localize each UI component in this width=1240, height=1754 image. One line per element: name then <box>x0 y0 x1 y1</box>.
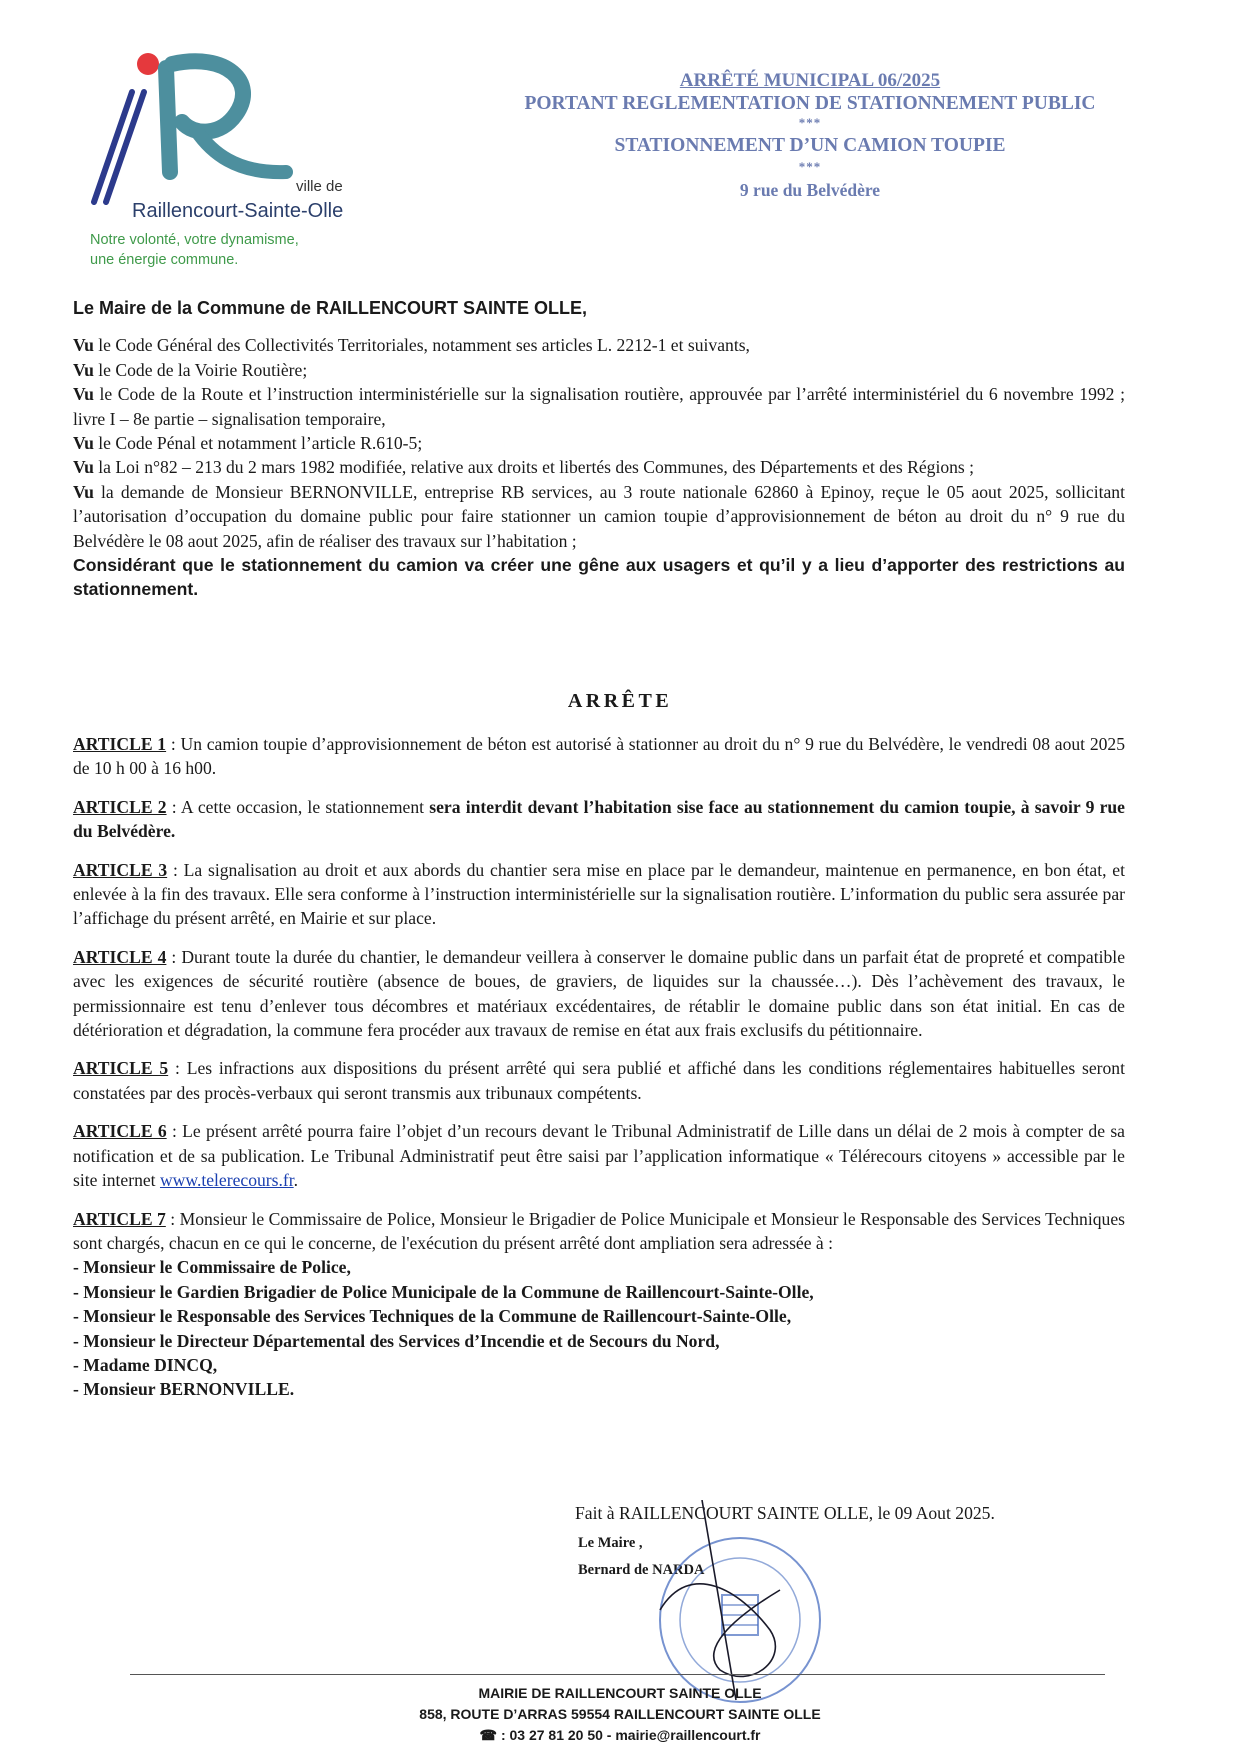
vu-clause: Vu le Code Pénal et notamment l’article R.610-5; <box>73 433 423 454</box>
footer-divider <box>130 1674 1105 1675</box>
decree-number: ARRÊTÉ MUNICIPAL 06/2025 <box>679 70 941 91</box>
decree-address: 9 rue du Belvédère <box>739 180 881 200</box>
signature-place-date: Fait à RAILLENCOURT SAINTE OLLE, le 09 Aout 2025. <box>575 1503 995 1523</box>
footer-phone-email: ☎ : 03 27 81 20 50 - mairie@raillencourt.fr <box>0 1725 1240 1746</box>
article-label: ARTICLE 6 <box>73 1121 167 1142</box>
article-label: ARTICLE 3 <box>73 859 168 880</box>
vu-clause: Vu le Code Général des Collectivités Territoriales, notamment ses articles L. 2212-1 et suivants, <box>73 335 750 356</box>
footer-contact <box>0 1683 1240 1746</box>
recipient-item: - Madame DINCQ, <box>73 1354 218 1375</box>
article-6: ARTICLE 6 : Le présent arrêté pourra faire l’objet d’un recours devant le Tribunal Administratif de Lille dans un délai de 2 mois à compter de sa notification et de sa publication. Le Tribunal Administratif peut être saisi par l’application informatique « Télérecours citoyens » accessible par le site internet www.telerecours.fr. <box>73 1121 1125 1191</box>
mayor-heading: Le Maire de la Commune de RAILLENCOURT SAINTE OLLE, <box>73 298 588 318</box>
vu-clause: Vu le Code de la Voirie Routière; <box>73 359 308 380</box>
header-separator: *** <box>798 159 822 174</box>
telerecours-link[interactable]: www.telerecours.fr <box>159 1170 294 1191</box>
recipient-item: - Monsieur le Responsable des Services Techniques de la Commune de Raillencourt-Sainte-Olle, <box>73 1306 792 1327</box>
article-7: ARTICLE 7 : Monsieur le Commissaire de Police, Monsieur le Brigadier de Police Municipale et Monsieur le Responsable des Services Techniques sont chargés, chacun en ce qui le concerne, de l'exécution du présent arrêté dont ampliation sera adressée à : <box>73 1208 1125 1253</box>
recipient-item: - Monsieur le Directeur Départemental des Services d’Incendie et de Secours du Nord, <box>73 1330 720 1351</box>
article-label: ARTICLE 2 <box>73 796 167 817</box>
signatory-name: Bernard de NARDA <box>578 1562 705 1578</box>
logo-town-name: Raillencourt-Sainte-Olle <box>132 200 344 222</box>
logo-ville-label: ville de <box>296 178 343 195</box>
arrete-title: ARRÊTE <box>567 690 673 712</box>
recipient-item: - Monsieur le Gardien Brigadier de Police Municipale de la Commune de Raillencourt-Sainte-Olle, <box>73 1281 814 1302</box>
footer-mairie: MAIRIE DE RAILLENCOURT SAINTE OLLE <box>478 1685 762 1701</box>
article-4: ARTICLE 4 : Durant toute la durée du chantier, le demandeur veillera à conserver le domaine public dans un parfait état de propreté et compatible avec les exigences de sécurité routière (absence de boues, de graviers, de liquides sur la chaussée…). Dès l’achèvement des travaux, le permissionnaire est tenu d’enlever tous décombres et matériaux excédentaires, de rétablir le domaine public dans son état initial. En cas de détérioration et dégradation, la commune fera procéder aux travaux de remise en état aux frais exclusifs du pétitionnaire. <box>73 946 1126 1041</box>
article-5: ARTICLE 5 : Les infractions aux dispositions du présent arrêté qui sera publié et affiché dans les conditions réglementaires habituelles seront constatées par des procès-verbaux qui seront transmis aux tribunaux compétents. <box>73 1058 1125 1103</box>
tagline-line-2: une énergie commune. <box>90 252 239 268</box>
tagline-line-1: Notre volonté, votre dynamisme, <box>90 232 299 248</box>
header-separator: *** <box>798 115 822 130</box>
decree-header <box>490 70 1130 204</box>
considerant-clause: Considérant que le stationnement du camion va créer une gêne aux usagers et qu’il y a lieu d’apporter des restrictions au stationnement. <box>73 555 1125 600</box>
vu-clause: Vu le Code de la Route et l’instruction interministérielle sur la signalisation routière, approuvée par l’arrêté interministériel du 6 novembre 1992 ; livre I – 8e partie – signalisation temporaire, <box>73 384 1125 429</box>
vu-clause: Vu la Loi n°82 – 213 du 2 mars 1982 modifiée, relative aux droits et libertés des Communes, des Départements et des Régions ; <box>73 457 975 478</box>
decree-topic: STATIONNEMENT D’UN CAMION TOUPIE <box>614 135 1006 156</box>
signatory-role: Le Maire , <box>578 1535 643 1551</box>
article-label: ARTICLE 5 <box>73 1058 169 1079</box>
decree-subject: PORTANT REGLEMENTATION DE STATIONNEMENT PUBLIC <box>524 93 1096 114</box>
vu-clause: Vu la demande de Monsieur BERNONVILLE, entreprise RB services, au 3 route nationale 62860 à Epinoy, reçue le 05 aout 2025, sollicitant l’autorisation d’occupation du domaine public pour faire stationner un camion toupie d’approvisionnement de béton au droit du n° 9 rue du Belvédère le 08 aout 2025, afin de réaliser des travaux sur l’habitation ; <box>73 481 1125 551</box>
recipient-item: - Monsieur le Commissaire de Police, <box>73 1257 351 1278</box>
article-label: ARTICLE 4 <box>73 946 167 967</box>
decree-preamble <box>73 296 1125 602</box>
logo-tagline <box>90 230 299 270</box>
article-1: ARTICLE 1 : Un camion toupie d’approvisionnement de béton est autorisé à stationner au droit du n° 9 rue du Belvédère, le vendredi 08 aout 2025 de 10 h 00 à 16 h00. <box>73 734 1126 779</box>
article-3: ARTICLE 3 : La signalisation au droit et aux abords du chantier sera mise en place par le demandeur, maintenue en permanence, en bon état, et enlevée à la fin des travaux. Elle sera conforme à l’instruction interministérielle sur la signalisation routière. L’information du public sera assurée par l’affichage du présent arrêté, en Mairie et sur place. <box>73 859 1125 929</box>
recipient-item: - Monsieur BERNONVILLE. <box>73 1379 295 1400</box>
decree-articles <box>73 732 1125 1402</box>
article-2: ARTICLE 2 : A cette occasion, le stationnement sera interdit devant l’habitation sise face au stationnement du camion toupie, à savoir 9 rue du Belvédère. <box>73 796 1125 842</box>
footer-address: 858, ROUTE D’ARRAS 59554 RAILLENCOURT SAINTE OLLE <box>419 1706 821 1722</box>
article-label: ARTICLE 7 <box>73 1208 166 1229</box>
phone-icon: ☎ <box>479 1727 497 1743</box>
article-label: ARTICLE 1 <box>73 734 167 754</box>
